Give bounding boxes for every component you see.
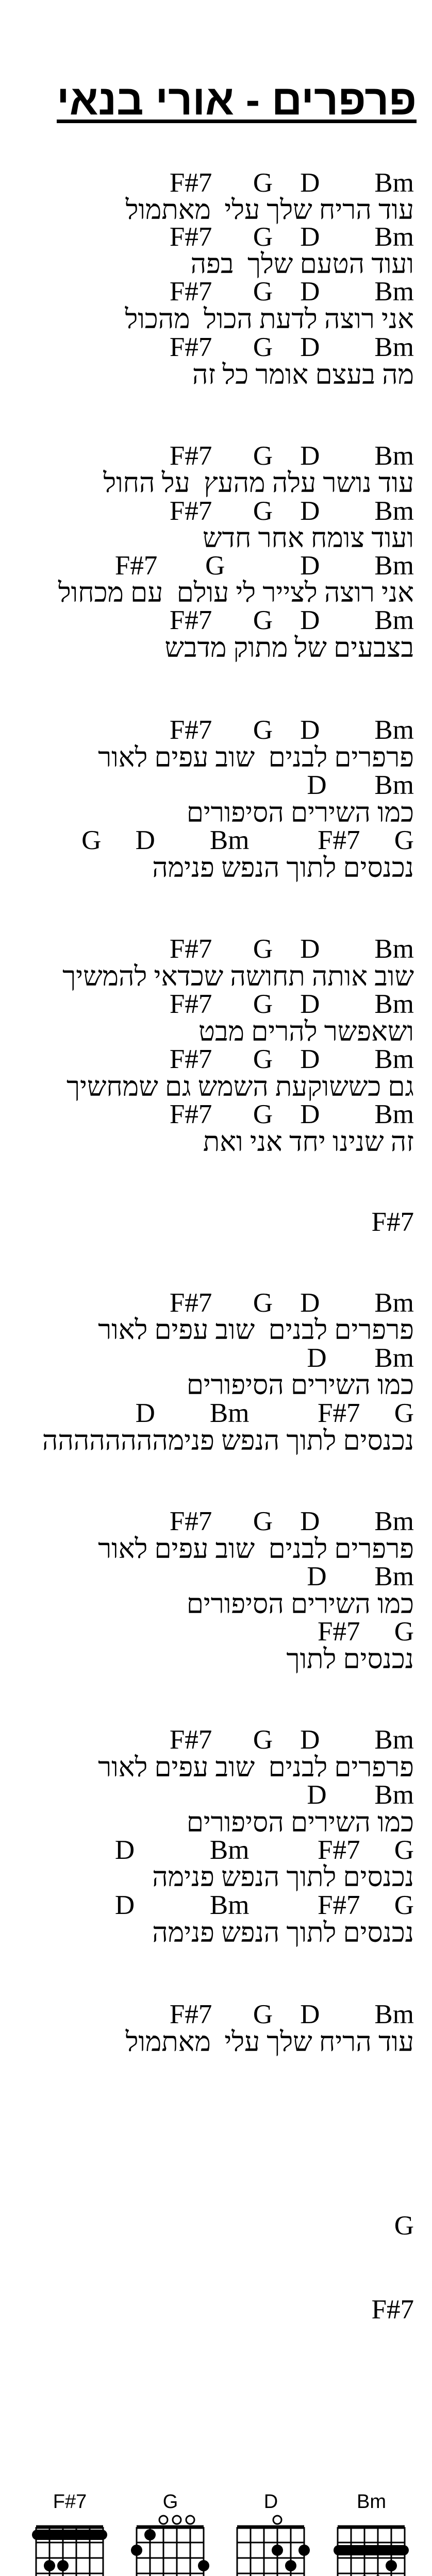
chord-line: G <box>394 2211 414 2241</box>
lyric-line: נכנסים לתוך הנפש פנימה <box>152 853 414 883</box>
finger-dot <box>44 2560 55 2571</box>
chord-line: F#7 G D Bm <box>169 1044 414 1074</box>
lyric-line: כמו השירים הסיפורים <box>186 1808 414 1838</box>
chord-line: D Bm F#7 G <box>114 1890 414 1920</box>
lyric-line: שוב אותה תחושה שכדאי להמשיך <box>62 962 414 992</box>
fretboard-grid <box>30 2514 110 2576</box>
chord-line: F#7 G D Bm <box>169 1099 414 1129</box>
chord-line: F#7 G D Bm <box>169 496 414 526</box>
lyric-line: כמו השירים הסיפורים <box>186 798 414 828</box>
chord-line: F#7 G D Bm <box>169 1999 414 2029</box>
chord-diagram-name: D <box>263 2491 278 2513</box>
finger-dot <box>386 2560 397 2571</box>
fretboard-grid <box>231 2514 311 2576</box>
chord-line: D Bm <box>307 1780 414 1810</box>
lyric-line: נכנסים לתוך הנפש פנימה <box>152 1862 414 1892</box>
chord-diagrams <box>30 2491 432 2576</box>
chord-line: F#7 G D Bm <box>169 1725 414 1755</box>
finger-dot <box>144 2529 156 2540</box>
lyric-line: זה שנינו יחד אני ואת <box>203 1127 414 1157</box>
lyric-line: עוד נושר עלה מהעץ על החול <box>103 468 414 498</box>
open-string-marker <box>159 2516 168 2524</box>
fretboard-grid <box>331 2514 411 2576</box>
lyric-line: נכנסים לתוך <box>286 1645 414 1674</box>
barre-bar <box>32 2530 107 2540</box>
lyric-line: פרפרים לבנים שוב עפים לאור <box>98 743 414 773</box>
lyric-line: עוד הריח שלך עלי מאתמול <box>125 195 414 225</box>
finger-dot <box>285 2560 296 2571</box>
barre-bar <box>334 2545 409 2555</box>
chord-diagram-name: G <box>162 2491 178 2513</box>
lyric-line: נכנסים לתוך הנפש פנימה <box>152 1918 414 1948</box>
chord-line: F#7 G D Bm <box>114 551 414 581</box>
open-string-marker <box>186 2516 194 2524</box>
chord-line: F#7 G D Bm <box>169 989 414 1019</box>
lyric-line: מה בעצם אומר כל זה <box>192 360 414 390</box>
open-string-marker <box>173 2516 181 2524</box>
chord-diagram <box>331 2491 411 2576</box>
chord-line: F#7 G <box>317 1617 414 1647</box>
finger-dot <box>298 2545 310 2556</box>
chord-diagram <box>30 2491 110 2576</box>
chord-line: F#7 G D Bm <box>169 605 414 635</box>
lyric-line: פרפרים לבנים שוב עפים לאור <box>98 1315 414 1345</box>
lyric-line: ועוד הטעם שלך בפה <box>190 249 414 279</box>
lyric-line: בצבעים של מתוק מדבש <box>164 633 414 663</box>
chord-line: F#7 G D Bm <box>169 1288 414 1318</box>
chord-line: F#7 G D Bm <box>169 715 414 745</box>
chord-diagram-name: Bm <box>357 2491 386 2513</box>
lyric-line: כמו השירים הסיפורים <box>186 1370 414 1400</box>
chord-line: G D Bm F#7 G <box>81 825 414 855</box>
fretboard-grid <box>130 2514 210 2576</box>
lyric-line: אני רוצה לדעת הכול מהכול <box>125 304 414 334</box>
page-title: פרפרים - אורי בנאי <box>57 77 417 124</box>
chord-diagram-name: F#7 <box>53 2491 87 2513</box>
chord-line: F#7 G D Bm <box>169 934 414 964</box>
finger-dot <box>198 2560 209 2571</box>
lyric-line: פרפרים לבנים שוב עפים לאור <box>98 1534 414 1564</box>
chord-line: D Bm <box>307 1562 414 1591</box>
lyric-line: עוד הריח שלך עלי מאתמול <box>125 2027 414 2057</box>
chord-diagram <box>231 2491 311 2576</box>
finger-dot <box>272 2545 283 2556</box>
chord-line: D Bm <box>307 770 414 800</box>
lyric-line: גם כששוקעת השמש גם שמחשיך <box>66 1072 414 1102</box>
finger-dot <box>131 2545 142 2556</box>
chord-line: D Bm <box>307 1343 414 1373</box>
chord-line: F#7 <box>371 2295 414 2325</box>
chord-line: F#7 G D Bm <box>169 168 414 198</box>
open-string-marker <box>273 2516 281 2524</box>
chord-line: F#7 G D Bm <box>169 332 414 362</box>
chord-line: F#7 G D Bm <box>169 1506 414 1536</box>
chord-line: F#7 G D Bm <box>169 277 414 307</box>
chord-line: F#7 G D Bm <box>169 441 414 471</box>
lyric-line: אני רוצה לצייר לי עולם עם מכחול <box>58 578 414 608</box>
lyric-line: נכנסים לתוך הנפש פנימהההההההה <box>42 1426 414 1456</box>
chord-line: D Bm F#7 G <box>114 1835 414 1865</box>
chord-line: D Bm F#7 G <box>135 1398 414 1428</box>
lyric-line: ושאפשר להרים מבט <box>198 1017 414 1047</box>
lyric-line: ועוד צומח אחר חדש <box>202 523 414 553</box>
lyric-line: כמו השירים הסיפורים <box>186 1589 414 1619</box>
chord-line: F#7 G D Bm <box>169 222 414 252</box>
chord-diagram <box>130 2491 210 2576</box>
chord-line: F#7 <box>371 1207 414 1237</box>
lyric-line: פרפרים לבנים שוב עפים לאור <box>98 1753 414 1783</box>
finger-dot <box>57 2560 69 2571</box>
